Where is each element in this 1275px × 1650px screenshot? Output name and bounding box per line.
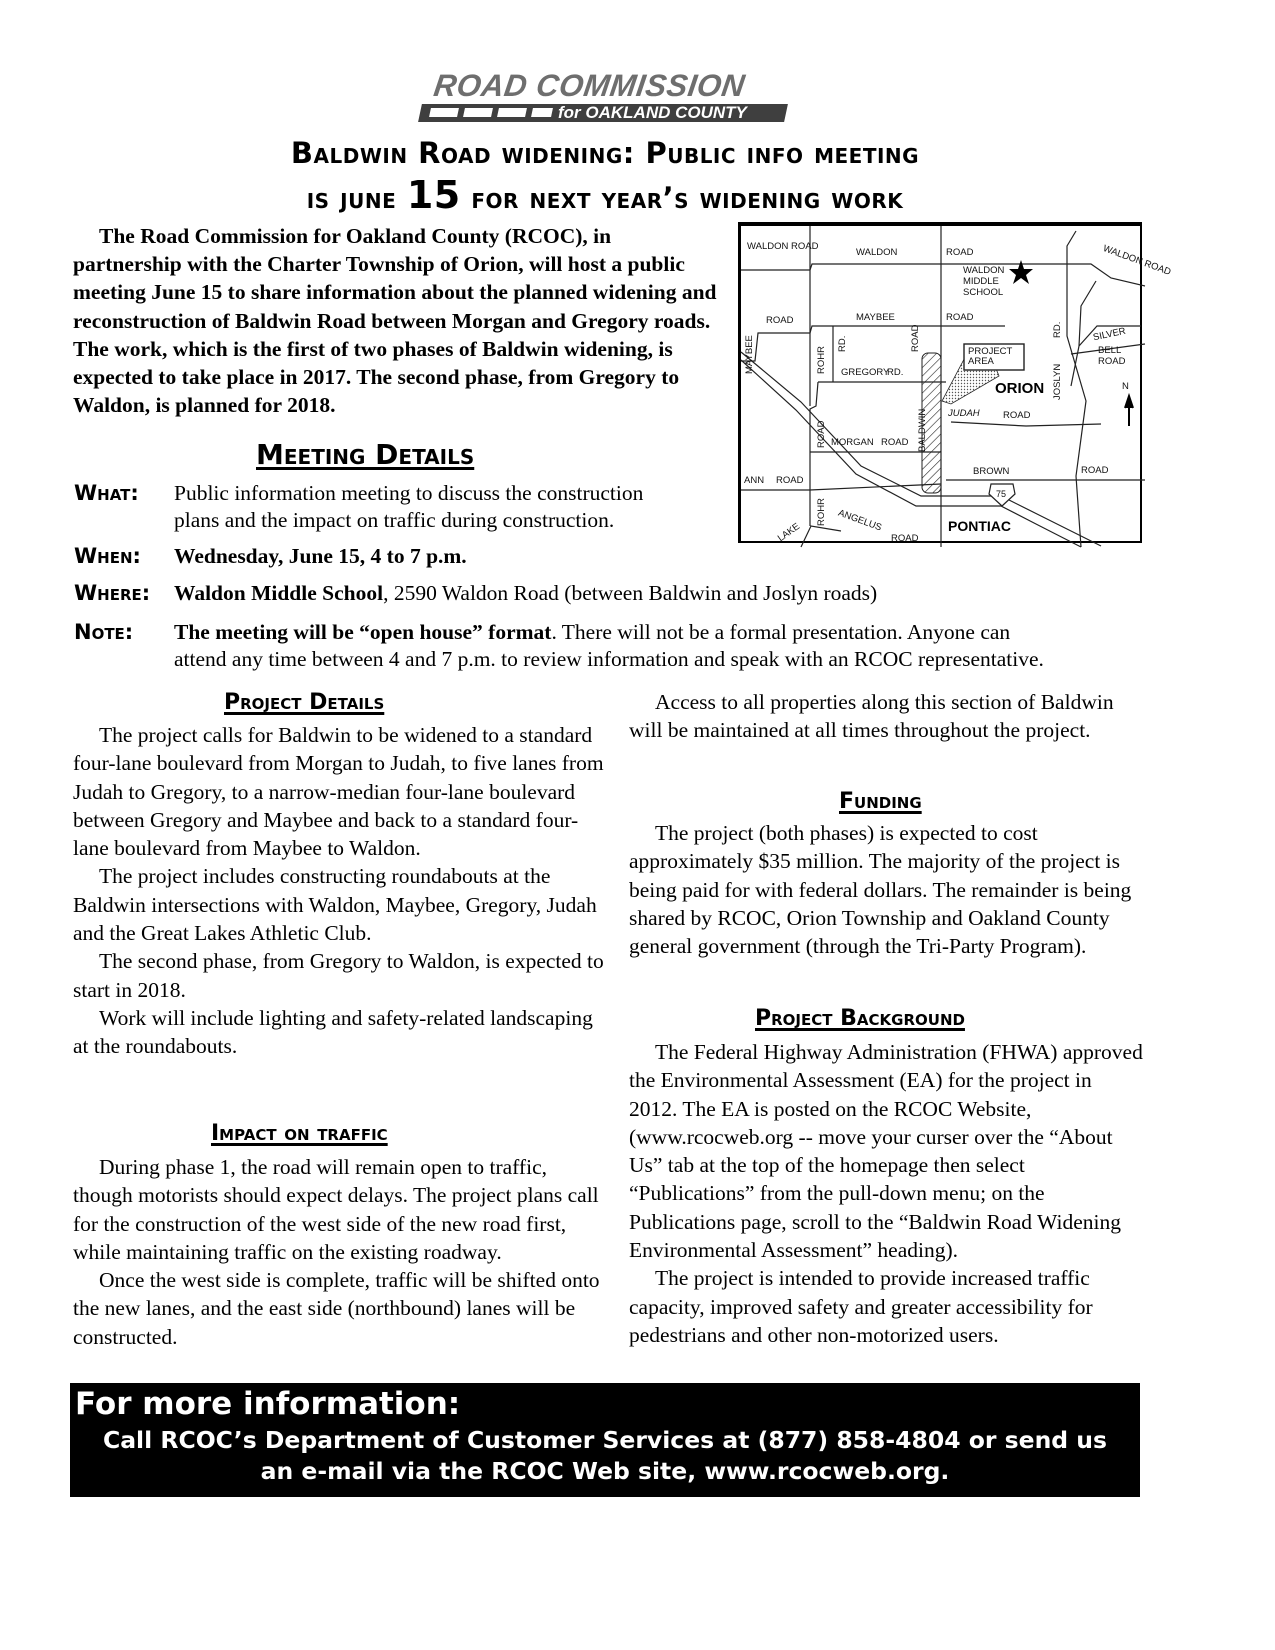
- footer-body: [70, 1425, 1140, 1487]
- map-label: ROAD: [946, 312, 974, 323]
- map-label: PROJECT: [968, 346, 1013, 357]
- map-label: ROAD: [816, 420, 827, 448]
- map-label: RD.: [837, 335, 848, 352]
- map-label: ROAD: [881, 437, 909, 448]
- project-details-title: Project Details: [224, 690, 385, 715]
- logo-dash: [463, 108, 493, 117]
- where-address: , 2590 Waldon Road (between Baldwin and Joslyn roads): [383, 581, 878, 605]
- map-label: RD.: [887, 367, 904, 378]
- map-label: MAYBEE: [856, 312, 895, 323]
- map-label: ROAD: [891, 533, 919, 544]
- impact-paragraph: During phase 1, the road will remain open to traffic, though motorists should expect delays. The project plans call for the construction of the west side of the new road first, while maintaining traffic on the existing roadway.: [73, 1155, 599, 1264]
- map-label: ANN: [744, 475, 765, 486]
- project-details-paragraph: The second phase, from Gregory to Waldon, is expected to start in 2018.: [73, 949, 604, 1002]
- when-value: Wednesday, June 15, 4 to 7 p.m.: [174, 544, 467, 568]
- what-line-2: plans and the impact on traffic during construction.: [174, 508, 615, 532]
- note-line-2: attend any time between 4 and 7 p.m. to review information and speak with an RCOC representative.: [174, 647, 1044, 671]
- map-label: JOSLYN: [1052, 363, 1063, 400]
- note-label: Note:: [74, 620, 134, 644]
- map-label: ROAD: [946, 247, 974, 258]
- i75-shield-number: 75: [996, 489, 1007, 499]
- background-paragraph: The Federal Highway Administration (FHWA) approved the Environmental Assessment (EA) for the project in 2012. The EA is posted on the RCOC Website, (www.rcocweb.org -- move your curser over the “About Us” tab at the top of the homepage then select “Publications” from the pull-down menu; on the Publications page, scroll to the “Baldwin Road Widening Environmental Assessment” heading).: [629, 1040, 1143, 1263]
- footer-line-1: Call RCOC’s Department of Customer Services at (877) 858-4804 or send us: [102, 1426, 1108, 1454]
- what-line-1: Public information meeting to discuss the construction: [174, 481, 644, 505]
- map-label: SCHOOL: [963, 287, 1004, 298]
- map-label: WALDON: [963, 265, 1005, 276]
- logo-title: ROAD COMMISSION: [431, 68, 748, 103]
- access-paragraph: Access to all properties along this section of Baldwin will be maintained at all times throughout the project.: [629, 690, 1114, 743]
- meeting-details-title: Meeting Details: [256, 438, 475, 471]
- map-label: ROAD: [776, 475, 804, 486]
- map-label: ROHR: [816, 346, 827, 374]
- map-label: ROAD: [1081, 465, 1109, 476]
- meeting-note: [74, 619, 1154, 673]
- access-body: [629, 688, 1144, 745]
- meeting-when: [74, 543, 774, 571]
- project-details-paragraph: Work will include lighting and safety-related landscaping at the roundabouts.: [73, 1005, 593, 1059]
- map-label: WALDON ROAD: [747, 241, 819, 252]
- angelus-road-line: [801, 526, 841, 547]
- where-value: [174, 580, 877, 607]
- background-title: Project Background: [755, 1006, 965, 1031]
- meeting-where: [74, 580, 1154, 608]
- project-details-paragraph: The project calls for Baldwin to be widened to a standard four-lane boulevard from Morgan to Judah, to five lanes from Judah to Gregory, to a narrow-median four-lane boulevard between Gregory and Maybee and back to a standard four-lane boulevard from Maybee to Waldon.: [73, 723, 604, 861]
- headline-date-number: 15: [406, 173, 461, 217]
- map-label: WALDON: [856, 247, 898, 258]
- background-body: [629, 1038, 1144, 1349]
- map-label: WALDON ROAD: [1101, 243, 1173, 278]
- headline-line-2: [60, 174, 1150, 219]
- waldon-road-line: [741, 264, 1145, 286]
- when-label: When:: [74, 544, 141, 568]
- impact-body: [73, 1153, 608, 1351]
- where-venue: Waldon Middle School: [174, 581, 384, 605]
- funding-body: [629, 819, 1144, 960]
- north-label: N: [1122, 381, 1129, 392]
- project-details-paragraph: The project includes constructing roundabouts at the Baldwin intersections with Waldon, Maybee, Gregory, Judah and the Great Lakes Athletic Club.: [73, 864, 597, 946]
- headline-line-1: Baldwin Road widening: Public info meeting: [290, 136, 920, 170]
- rcoc-logo: [420, 70, 790, 122]
- where-label: Where:: [74, 581, 151, 605]
- map-label: RD.: [1052, 321, 1063, 338]
- funding-paragraph: The project (both phases) is expected to cost approximately $35 million. The majority of the project is being paid for with federal dollars. The remainder is being shared by RCOC, Orion Township and Oakland County general government (through the Tri-Party Program).: [629, 821, 1132, 959]
- joslyn-road-line: [1067, 231, 1086, 547]
- note-bold: The meeting will be “open house” format: [174, 620, 552, 644]
- map-label: GREGORY: [841, 367, 890, 378]
- map-label-pontiac: PONTIAC: [948, 518, 1011, 534]
- what-value: [174, 480, 643, 534]
- map-label: SILVER: [1092, 325, 1127, 344]
- map-label-orion: ORION: [995, 380, 1045, 397]
- north-arrow-icon: [1125, 396, 1133, 426]
- map-label: JUDAH: [948, 408, 980, 419]
- map-label: BELL: [1098, 345, 1122, 356]
- map-label: ROHR: [816, 498, 827, 526]
- map-label: ROAD: [1003, 410, 1031, 421]
- logo-dash: [531, 108, 553, 117]
- map-label: ROAD: [766, 315, 794, 326]
- project-details-body: [73, 721, 608, 1061]
- note-rest: . There will not be a formal presentation. Anyone can: [551, 620, 1011, 644]
- note-value: [174, 619, 1154, 673]
- map-label: AREA: [968, 356, 994, 367]
- map-label: ROAD: [1098, 356, 1126, 367]
- impact-paragraph: Once the west side is complete, traffic will be shifted onto the new lanes, and the east side (northbound) lanes will be constructed.: [73, 1268, 600, 1349]
- background-paragraph: The project is intended to provide increased traffic capacity, improved safety and greater accessibility for pedestrians and other non-motorized users.: [629, 1266, 1093, 1347]
- project-area-map: [738, 222, 1173, 545]
- map-label: BALDWIN: [917, 408, 928, 452]
- map-label: ANGELUS: [836, 507, 884, 534]
- footer-line-2: an e-mail via the RCOC Web site, www.rcocweb.org.: [260, 1457, 950, 1485]
- contact-footer: [70, 1383, 1140, 1497]
- logo-dash: [497, 108, 527, 117]
- intro-paragraph: The Road Commission for Oakland County (RCOC), in partnership with the Charter Township of Orion, will host a public meeting June 15 to share information about the planned widening and reconstruction of Baldwin Road between Morgan and Gregory roads. The work, which is the first of two phases of Baldwin widening, is expected to take place in 2017. The second phase, from Gregory to Waldon, is planned for 2018.: [73, 224, 717, 418]
- headline-line-2-pre: is june: [306, 181, 407, 215]
- map-label: MAYBEE: [744, 335, 755, 374]
- logo-subtitle: for OAKLAND COUNTY: [558, 103, 747, 122]
- map-label: MORGAN: [831, 437, 874, 448]
- funding-title: Funding: [839, 789, 922, 814]
- map-lines: [741, 226, 1145, 547]
- judah-road-line: [951, 422, 1101, 426]
- headline-line-2-post: for next year’s widening work: [460, 181, 904, 215]
- map-label: BROWN: [973, 466, 1010, 477]
- impact-title: Impact on traffic: [211, 1121, 388, 1146]
- note-line-1: [174, 619, 1154, 646]
- meeting-what: [74, 480, 714, 534]
- map-label: ROAD: [910, 324, 921, 352]
- headline: [60, 132, 1150, 219]
- what-label: What:: [74, 481, 139, 505]
- footer-title: For more information:: [75, 1386, 461, 1422]
- logo-dash: [429, 108, 459, 117]
- map-label: LAKE: [775, 521, 802, 545]
- map-label: MIDDLE: [963, 276, 999, 287]
